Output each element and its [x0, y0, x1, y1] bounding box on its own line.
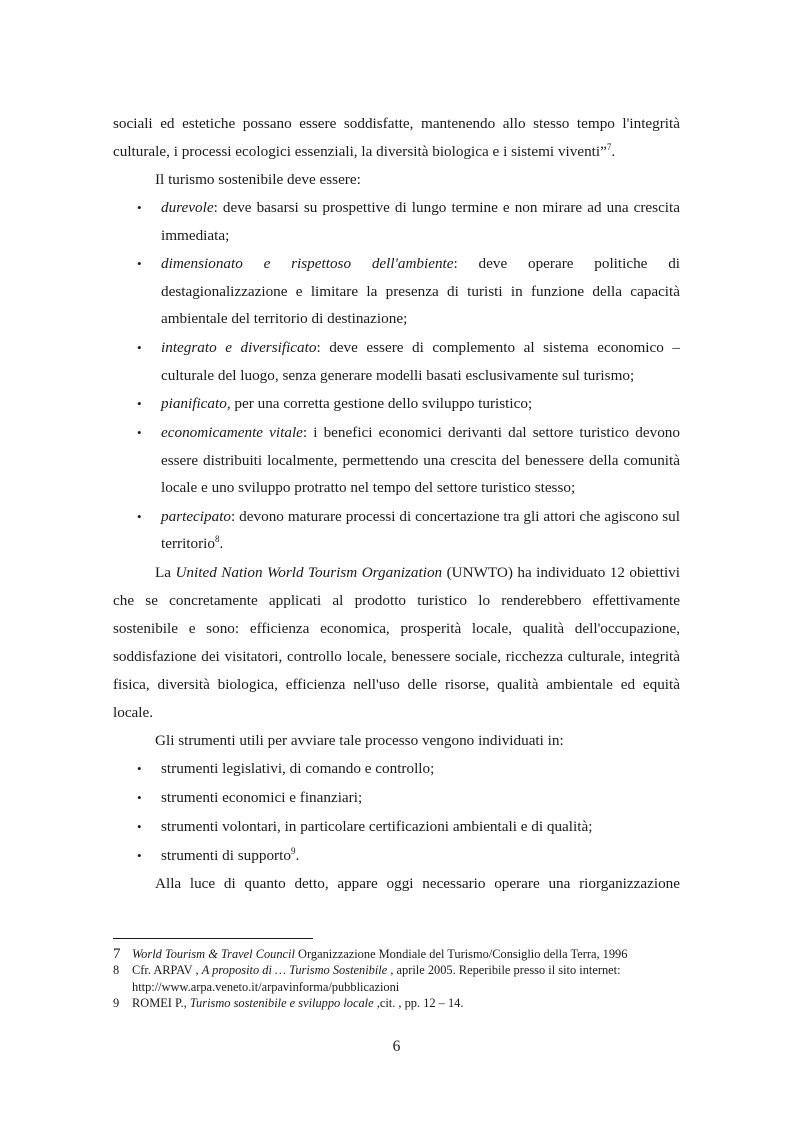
criterion-text: , per una corretta gestione dello sviluppo turistico; [226, 395, 533, 413]
criterion-text: : deve essere di complemento al sistema economico – culturale del luogo, senza generare modelli basati esclusivamente sul turismo; [161, 339, 680, 384]
footnote-number: 8 [113, 963, 120, 978]
criterion-term: pianificato [161, 395, 227, 413]
paragraph-unwto [113, 559, 680, 727]
bullet-icon [137, 250, 142, 278]
tool-item [113, 784, 680, 812]
footnote-text: aprile 2005. Reperibile presso il sito internet: http://www.arpa.veneto.it/arpavinforma/pubblicazioni [132, 963, 621, 994]
punctuation: . [295, 846, 300, 864]
footnotes [113, 946, 680, 1011]
footnote-text: ROMEI P., [132, 995, 190, 1010]
punctuation: . [219, 535, 224, 553]
footnote-text: cit. , pp. 12 – 14. [379, 995, 464, 1010]
footnote-ref[interactable]: 8 [214, 534, 220, 545]
bullet-icon [137, 842, 142, 870]
paragraph-text: (UNWTO) ha individuato 12 obiettivi che se concretamente applicati al prodotto turistico lo renderebbero effettivamente sostenibile e sono: efficienza economica, prosperità locale, qualità dell'occupazione, soddisfazione dei visitatori, controllo locale, benessere sociale, ricchezza culturale, integrità fisica, diversità biologica, efficienza nell'uso delle risorse, qualità ambientale ed equità locale. [113, 564, 680, 722]
punctuation: . [611, 143, 616, 160]
bullet-icon [137, 784, 142, 812]
criterion-text: : deve operare politiche di destagionalizzazione e limitare la presenza di turisti in funzione della capacità ambientale del territorio di destinazione; [161, 255, 681, 328]
tool-item [113, 842, 680, 870]
paragraph-intro-tools: Gli strumenti utili per avviare tale processo vengono individuati in: [155, 732, 564, 750]
footnote-ref[interactable]: 7 [606, 141, 612, 152]
tool-text: strumenti economici e finanziari; [161, 789, 363, 807]
bullet-icon [137, 419, 142, 447]
footnote-number: 7 [113, 946, 121, 962]
paragraph-closing: Alla luce di quanto detto, appare oggi necessario operare una riorganizzazione [155, 875, 680, 893]
paragraph-text: La [155, 564, 176, 582]
bullet-icon [137, 334, 142, 362]
criteria-list [113, 194, 680, 558]
footnote-separator [113, 938, 313, 939]
paragraph-intro-sustainable: Il turismo sostenibile deve essere: [155, 171, 361, 188]
criterion-item [113, 250, 680, 333]
footnote-italic: World Tourism & Travel Council [132, 947, 295, 961]
criterion-text: : i benefici economici derivanti dal settore turistico devono essere distribuiti localmente, permettendo una crescita del benessere della comunità locale e uno sviluppo protratto nel tempo del settore turistico stesso; [161, 424, 680, 497]
criterion-item [113, 419, 680, 502]
bullet-icon [137, 194, 142, 222]
tool-item [113, 755, 680, 783]
criterion-item [113, 194, 680, 249]
paragraph-text: sociali ed estetiche possano essere soddisfatte, mantenendo allo stesso tempo l'integrità culturale, i processi ecologici essenziali, la diversità biologica e i sistemi viventi” [113, 115, 680, 160]
criterion-item [113, 334, 680, 389]
footnote-8 [113, 962, 680, 995]
tool-text: strumenti volontari, in particolare certificazioni ambientali e di qualità; [161, 817, 593, 835]
page-number: 6 [392, 1038, 401, 1055]
footnote-italic: A proposito di … Turismo Sostenibile , [201, 963, 394, 978]
tools-list [113, 755, 680, 869]
criterion-item [113, 390, 680, 418]
criterion-term: integrato e diversificato [161, 339, 317, 357]
paragraph-continuation [113, 110, 680, 166]
tool-text: strumenti legislativi, di comando e controllo; [161, 760, 435, 778]
bullet-icon [137, 503, 142, 531]
footnote-9 [113, 995, 680, 1011]
criterion-item [113, 503, 680, 558]
criterion-term: dimensionato e rispettoso dell'ambiente [161, 255, 454, 273]
footnote-number: 9 [113, 995, 120, 1010]
criterion-term: economicamente vitale [161, 424, 303, 442]
criterion-text: : devono maturare processi di concertazione tra gli attori che agiscono sul territorio [161, 507, 680, 553]
body-text [113, 110, 680, 898]
footnote-text: Organizzazione Mondiale del Turismo/Consiglio della Terra, 1996 [294, 947, 628, 961]
criterion-term: partecipato [161, 507, 232, 525]
footnote-7 [113, 946, 680, 962]
tool-item [113, 813, 680, 841]
bullet-icon [137, 755, 142, 783]
footnote-text: Cfr. ARPAV , [132, 963, 202, 978]
criterion-text: : deve basarsi su prospettive di lungo termine e non mirare ad una crescita immediata; [161, 199, 680, 244]
footnote-ref[interactable]: 9 [290, 845, 296, 856]
organization-name: United Nation World Tourism Organization [175, 564, 443, 582]
criterion-term: durevole [161, 199, 214, 216]
footnote-italic: Turismo sostenibile e sviluppo locale , [189, 995, 380, 1010]
tool-text: strumenti di supporto [161, 846, 291, 864]
bullet-icon [137, 390, 142, 418]
bullet-icon [137, 813, 142, 841]
